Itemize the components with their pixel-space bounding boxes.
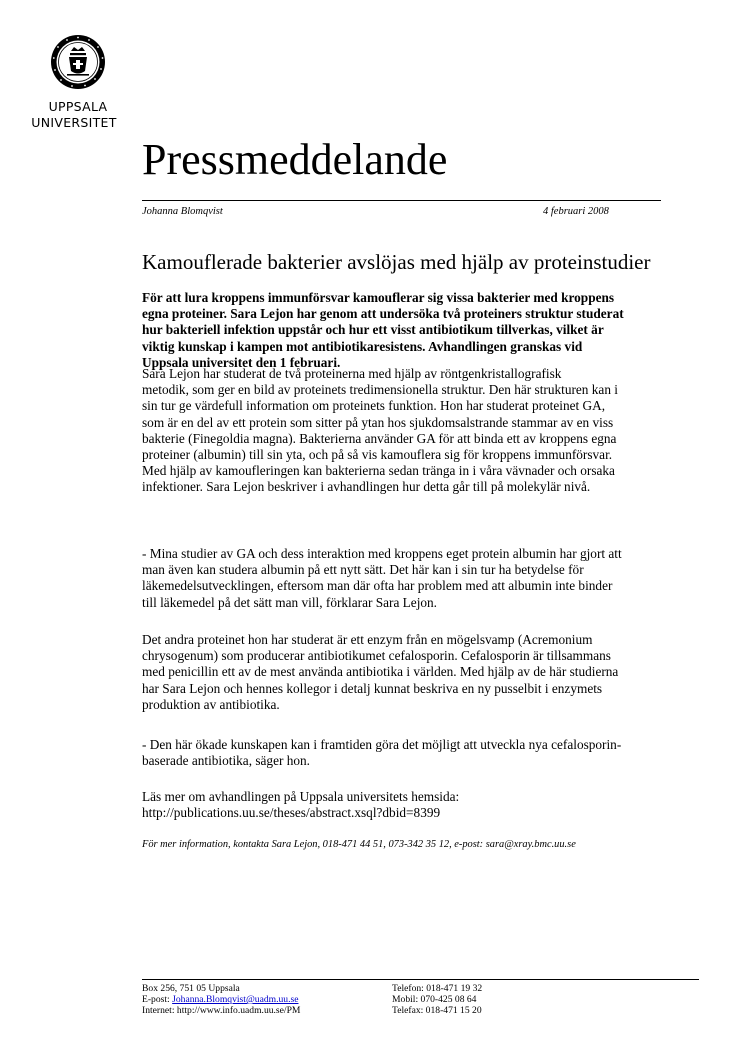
university-name-line1: UPPSALA [48,99,108,114]
footer-phone: Telefon: 018-471 19 32 [392,983,483,994]
contact-info: För mer information, kontakta Sara Lejon, 018-471 44 51, 073-342 35 12, e-post: sara@xray.bmc.uu.se [142,839,576,850]
publication-date: 4 februari 2008 [543,206,609,217]
text-line: läkemedelsutvecklingen, eftersom man där ofta har problem med att albumin inte binder [142,578,613,594]
text-line: man även kan studera albumin på ett nytt sätt. Det här kan i sin tur ha betydelse för [142,562,584,578]
text-line: chrysogenum) som producerar antibiotikumet cefalosporin. Cefalosporin är tillsammans [142,648,611,664]
footer-email-label: E-post: [142,994,173,1005]
text-line: som är en del av ett protein som sitter på ytan hos sjukdomsalstrande stammar av en viss [142,414,614,430]
body-paragraph-2 [142,546,714,611]
text-line: till läkemedel på det sätt man vill, förklarar Sara Lejon. [142,594,438,610]
text-line: Det andra proteinet hon har studerat är ett enzym från en mögelsvamp (Acremonium [142,632,593,647]
university-seal-logo [50,34,106,90]
text-line: hur bakteriell infektion uppstår och hur ett visst antibiotikum tillverkas, vilket är [142,322,604,338]
text-line: Läs mer om avhandlingen på Uppsala universitets hemsida: [142,789,460,804]
footer-mobile: Mobil: 070-425 08 64 [392,994,477,1005]
footer-fax: Telefax: 018-471 15 20 [392,1005,482,1016]
footer-left [142,983,300,1016]
text-line: Med hjälp av kamoufleringen kan bakterierna sedan tränga in i våra vävnader och orsaka [142,463,615,479]
university-name-line2: UNIVERSITET [31,115,117,130]
text-line: För att lura kroppens immunförsvar kamouflerar sig vissa bakterier med kroppens [142,290,615,305]
text-line: - Den här ökade kunskapen kan i framtiden göra det möjligt att utveckla nya cefalosporin- [142,737,622,752]
text-line: metodik, som ger en bild av proteinets tredimensionella struktur. Den här strukturen kan i [142,382,618,398]
text-line: proteiner (albumin) till sin yta, och på så vis kamouflera sig för kroppens immunförsvar. [142,447,613,463]
footer-email-row [142,994,300,1005]
body-paragraph-3 [142,632,714,713]
text-line: viktig kunskap i kampen mot antibiotikaresistens. Avhandlingen granskas vid [142,338,583,354]
page-title: Pressmeddelande [142,135,448,184]
footer-email-link[interactable]: Johanna.Blomqvist@uadm.uu.se [172,994,299,1005]
body-paragraph-5 [142,789,714,821]
author-name: Johanna Blomqvist [142,206,223,217]
thesis-url[interactable]: http://publications.uu.se/theses/abstract.xsql?dbid=8399 [142,805,441,821]
footer-address: Box 256, 751 05 Uppsala [142,983,240,994]
header-divider [142,200,661,201]
text-line: - Mina studier av GA och dess interaktion med kroppens eget protein albumin har gjort att [142,546,622,561]
text-line: bakterie (Finegoldia magna). Bakterierna använder GA för att binda ett av kroppens egna [142,430,617,446]
text-line: Uppsala universitet den 1 februari. [142,354,341,370]
text-line: sin tur ge värdefull information om proteinets funktion. Hon har studerat proteinet GA, [142,398,606,414]
text-line: har Sara Lejon och hennes kollegor i detalj kunnat beskriva en ny pusselbit i enzymets [142,680,603,696]
footer-divider [142,979,699,980]
text-line: produktion av antibiotika. [142,696,280,712]
lead-paragraph [142,290,714,371]
article-headline: Kamouflerade bakterier avslöjas med hjälp av proteinstudier [142,250,651,274]
text-line: Sara Lejon har studerat de två proteinerna med hjälp av röntgenkristallografisk [142,366,562,381]
footer-internet: Internet: http://www.info.uadm.uu.se/PM [142,1005,301,1016]
body-paragraph-4 [142,737,714,769]
text-line: infektioner. Sara Lejon beskriver i avhandlingen hur detta går till på molekylär nivå. [142,479,591,495]
text-line: baserade antibiotika, säger hon. [142,753,310,769]
text-line: egna proteiner. Sara Lejon har genom att undersöka två proteiners struktur studerat [142,306,624,322]
footer-right [392,983,482,1016]
body-paragraph-1 [142,366,714,496]
text-line: med penicillin ett av de mest använda antibiotika i världen. Med hjälp av de här studierna [142,664,619,680]
